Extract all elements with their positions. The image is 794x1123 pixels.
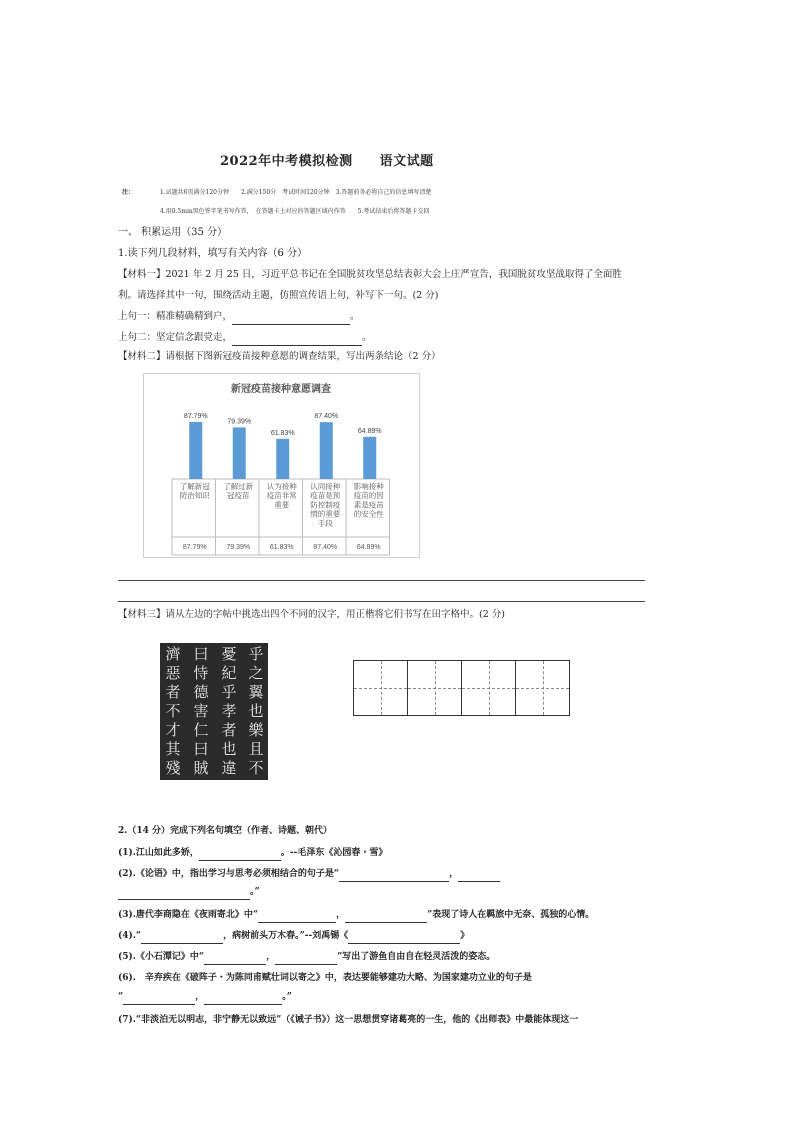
calligraphy-column: 曰恃德害仁曰賊 (193, 645, 209, 777)
fill-4-suffix: 》 (460, 931, 470, 941)
fill-6-blank-a[interactable] (123, 990, 195, 1005)
fill-1-blank[interactable] (199, 846, 281, 861)
category-label: 了解过新 (223, 482, 254, 491)
category-label: 疫苗非常 (266, 491, 297, 501)
fill-2-prefix: (2).《论语》中，指出学习与思考必须相结合的句子是“ (118, 869, 340, 879)
section-2-heading: 2.（14 分）完成下列名句填空（作者、诗题、朝代） (118, 826, 333, 836)
fill-2-suffix: 。” (250, 887, 260, 897)
fill-6-cont (118, 990, 292, 1005)
fill-4-blank-a[interactable] (141, 929, 223, 944)
chart-bar (363, 437, 376, 479)
category-label: 了解新冠 (179, 482, 210, 491)
question-1: 1.读下列几段材料，填写有关内容（6 分） (118, 248, 308, 259)
fill-4-middle: ，病树前头万木春。”--刘禹锡《 (223, 931, 349, 941)
material-2: 【材料二】请根据下图新冠疫苗接种意愿的调查结果，写出两条结论（2 分） (118, 351, 441, 362)
answer-line-2[interactable] (118, 601, 645, 602)
table-value: 64.89% (356, 544, 381, 551)
notes-line-2: 4.用0.5mm黑色签字笔书写作答， 在答题卡上对应的答题区域内作答 5.考试结束后将答题卡交回 (160, 208, 430, 215)
fill-2-comma: ， (449, 869, 459, 879)
option-2-blank[interactable] (232, 331, 362, 346)
table-value: 61.83% (269, 544, 294, 551)
table-value: 87.40% (313, 544, 338, 551)
option-1-blank[interactable] (232, 310, 350, 325)
grid-cell[interactable] (462, 661, 516, 715)
chart-bar (320, 422, 333, 479)
calligraphy-column: 乎之翼也樂且不 (248, 645, 264, 777)
category-label: 防治知识 (179, 491, 210, 501)
bar-value-label: 87.40% (314, 413, 339, 421)
category-label: 冠疫苗 (227, 491, 250, 501)
option-1-prefix: 上句一：精准精确精到户， (118, 311, 233, 322)
category-label: 认同接种 (310, 482, 341, 491)
option-2-period: 。 (362, 332, 372, 343)
exam-title: 2022年中考模拟检测 语文试题 (220, 154, 434, 169)
category-label: 素是疫苗 (353, 500, 384, 510)
fill-2 (118, 867, 500, 882)
option-1-period: 。 (350, 311, 360, 322)
category-label: 防控制疫 (310, 500, 341, 510)
chart-bar (233, 427, 246, 479)
fill-5 (118, 950, 495, 965)
fill-5-comma: ， (266, 952, 276, 962)
fill-1-suffix: 。--毛泽东《沁园春・雪》 (280, 848, 388, 858)
vaccine-chart (143, 373, 420, 558)
chart-bar (189, 422, 202, 479)
fill-1-prefix: (1).江山如此多娇， (118, 848, 199, 858)
option-2-prefix: 上句二：坚定信念跟党走， (118, 332, 233, 343)
category-label: 疫苗是预 (310, 491, 341, 501)
category-label: 重要 (274, 500, 290, 510)
fill-3-comma: ， (336, 910, 346, 920)
fill-4 (118, 929, 469, 944)
grid-cell[interactable] (354, 661, 408, 715)
writing-grid (353, 660, 570, 716)
category-label: 的安全性 (353, 509, 384, 519)
fill-6: (6). 辛弃疾在《破阵子・为陈同甫赋壮词以寄之》中，表达要能够建功大略、为国家建功立业的句子是 (118, 973, 532, 983)
grid-cell[interactable] (516, 661, 569, 715)
category-label: 情的重要 (310, 509, 341, 519)
bar-value-label: 61.83% (270, 429, 295, 437)
category-label: 手段 (317, 518, 333, 528)
chart-title: 新冠疫苗接种意愿调查 (231, 384, 331, 395)
fill-3 (118, 908, 594, 923)
notes-line-1: 1.试题共6页满分120分钟 2.满分150分 考试时间120分钟 3.答题前务必将自己的信息填写清楚 (160, 189, 432, 196)
fill-1 (118, 846, 387, 861)
fill-4-blank-b[interactable] (348, 929, 460, 944)
category-label: 影响接种 (353, 482, 384, 491)
category-label: 疫苗的因 (353, 491, 384, 501)
bar-value-label: 64.89% (357, 427, 382, 435)
fill-6-blank-b[interactable] (204, 990, 282, 1005)
vaccine-chart-svg (144, 374, 419, 557)
option-1 (118, 310, 360, 325)
fill-6-comma: ， (195, 992, 205, 1002)
table-value: 79.39% (226, 544, 251, 551)
calligraphy-sample (160, 643, 268, 780)
calligraphy-column: 憂紀乎孝者也違 (221, 645, 237, 777)
notes-label: 注： (122, 189, 135, 196)
bar-value-label: 79.39% (227, 418, 252, 426)
fill-4-prefix: (4).“ (118, 931, 142, 941)
material-1-line-1: 【材料一】2021 年 2 月 25 日，习近平总书记在全国脱贫攻坚总结表彰大会上庄严宣告，我国脱贫攻坚战取得了全面胜 (118, 269, 622, 280)
fill-7: (7).“非淡泊无以明志，非宁静无以致远”（《诫子书》）这一思想贯穿诸葛亮的一生，他的《出师表》中最能体现这一 (118, 1015, 579, 1025)
fill-3-prefix: (3).唐代李商隐在《夜雨寄北》中“ (118, 910, 259, 920)
fill-5-blank-a[interactable] (204, 950, 266, 965)
fill-2-blank-a[interactable] (339, 867, 449, 882)
grid-cell[interactable] (408, 661, 462, 715)
fill-3-blank-a[interactable] (258, 908, 336, 923)
fill-3-suffix: ”表现了诗人在羁旅中无奈、孤独的心情。 (427, 910, 595, 920)
answer-line-1[interactable] (118, 580, 645, 581)
fill-5-suffix: ”写出了游鱼自由自在轻灵活泼的姿态。 (337, 952, 496, 962)
material-3: 【材料三】请从左边的字帖中挑选出四个不同的汉字，用正楷将它们书写在田字格中。(2 分) (118, 609, 505, 620)
material-1-line-2: 利。请选择其中一句，围绕活动主题，仿照宣传语上句，补写下一句。(2 分) (118, 290, 439, 301)
fill-6-suffix: 。” (282, 992, 292, 1002)
section-1-heading: 一、 积累运用（35 分） (118, 227, 228, 238)
fill-6-open-quote: “ (118, 992, 124, 1002)
fill-2-blank-c[interactable] (118, 885, 250, 900)
bar-value-label: 87.79% (183, 412, 208, 420)
chart-bar (276, 439, 289, 479)
calligraphy-column: 濟惡者不才其殘 (165, 645, 181, 777)
fill-5-blank-b[interactable] (275, 950, 337, 965)
fill-2-cont (118, 885, 260, 900)
fill-5-prefix: (5).《小石潭记》中“ (118, 952, 205, 962)
fill-2-blank-b[interactable] (458, 867, 500, 882)
fill-3-blank-b[interactable] (345, 908, 427, 923)
category-label: 认为接种 (266, 482, 297, 491)
option-2 (118, 331, 372, 346)
table-value: 87.79% (182, 544, 207, 551)
